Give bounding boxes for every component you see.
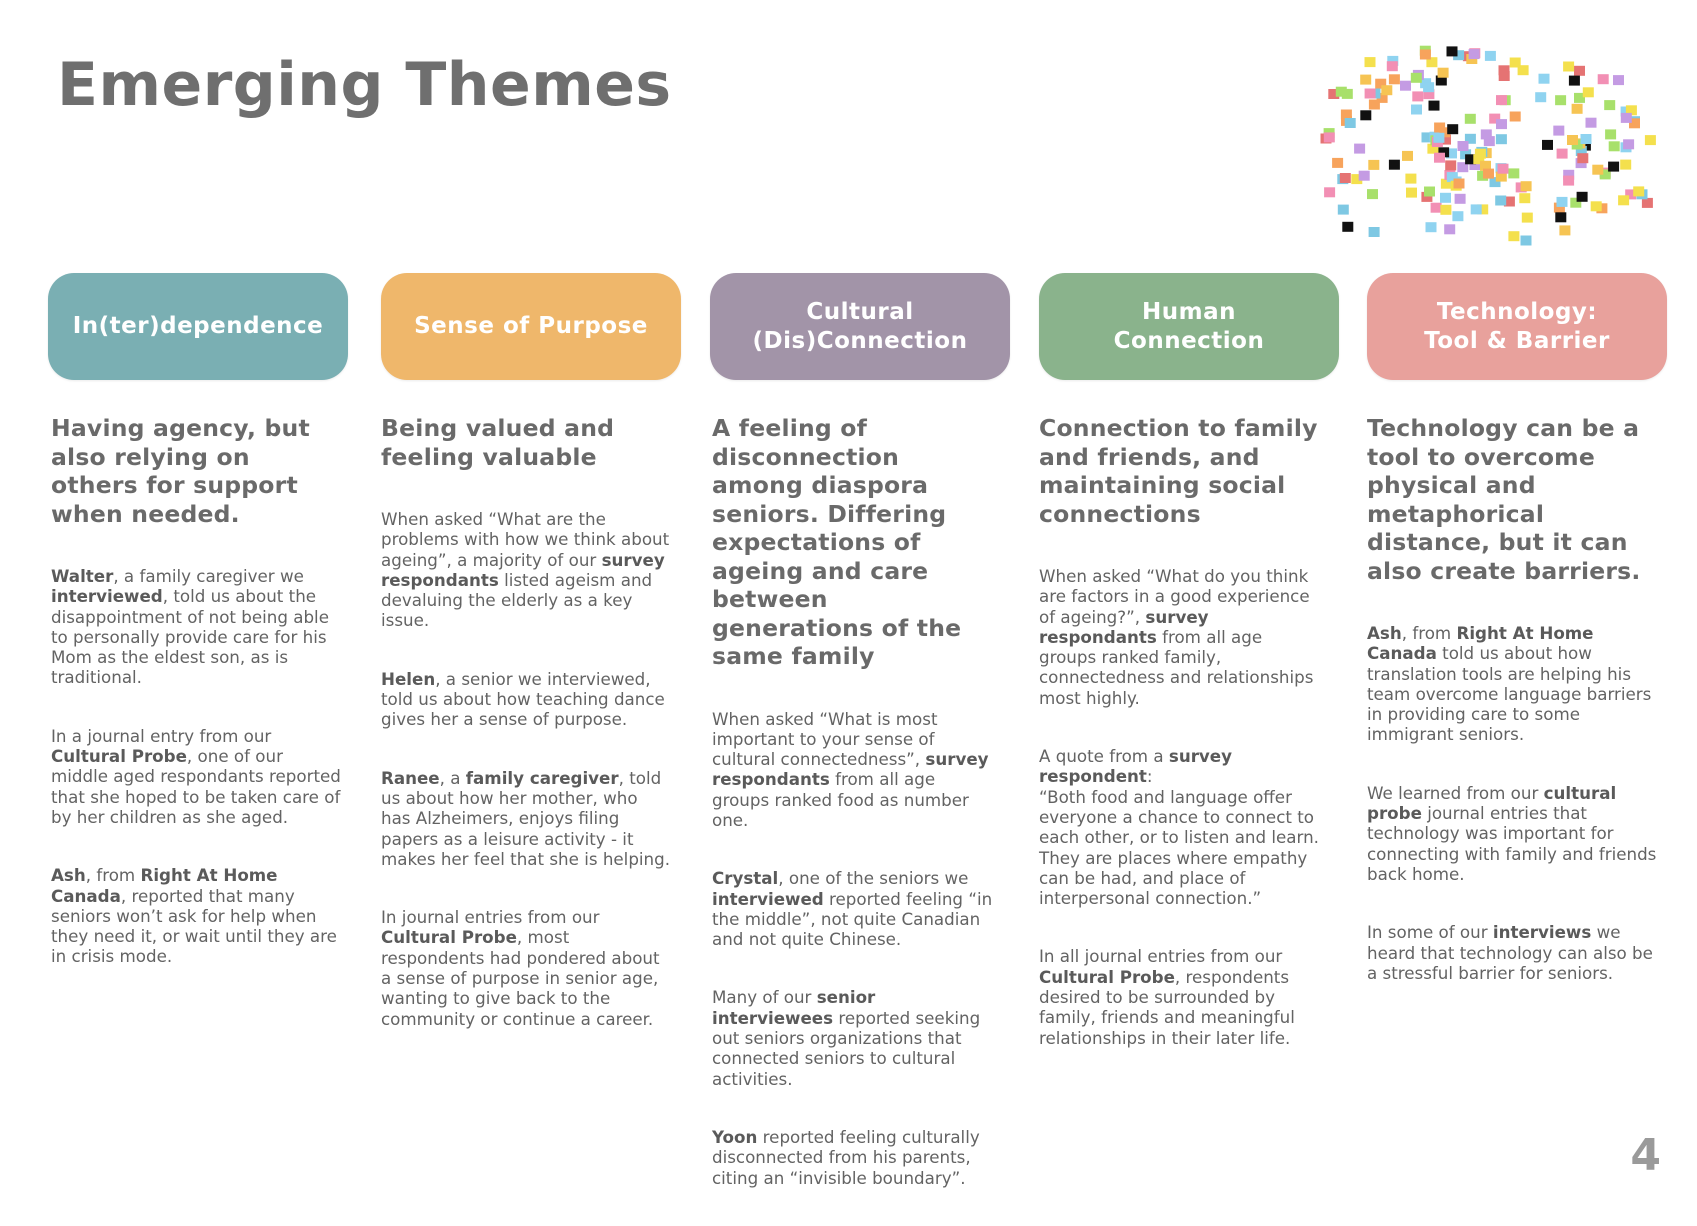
theme-paragraph [381, 509, 671, 631]
sticky-note [1618, 195, 1629, 205]
page-title: Emerging Themes [57, 50, 672, 120]
text-run: , most respondents had pondered about a sense of purpose in senior age, wanting to give back to the community or continue a career. [381, 927, 660, 1029]
theme-heading: A feeling of disconnection among diaspora seniors. Differing expectations of ageing and care between generations of the same family [712, 414, 962, 670]
theme-box-technology [1367, 273, 1667, 380]
sticky-note [1645, 135, 1656, 145]
sticky-note [1400, 81, 1411, 91]
theme-paragraph [1039, 566, 1319, 708]
theme-heading: Being valued and feeling valuable [381, 414, 615, 471]
bold-text: interviews [1492, 922, 1592, 943]
sticky-note [1429, 101, 1440, 111]
bold-text: survey respondants [1039, 606, 1209, 647]
sticky-note [1581, 134, 1592, 144]
theme-label: Technology: Tool & Barrier [1424, 298, 1610, 354]
sticky-note [1577, 192, 1588, 202]
text-run: we heard that technology can also be a stressful barrier for seniors. [1367, 922, 1653, 983]
sticky-note [1406, 188, 1417, 198]
text-run: In journal entries from our [381, 907, 600, 928]
bold-text: Right At Home Canada [1367, 623, 1594, 664]
bold-text: survey respondants [712, 749, 989, 790]
theme-box-sense-of-purpose [381, 273, 681, 380]
sticky-note [1452, 211, 1463, 221]
text-run: , a senior we interviewed, told us about how teaching dance gives her a sense of purpose. [381, 668, 665, 730]
theme-box-human-connection [1039, 273, 1339, 380]
sticky-note [1368, 160, 1379, 170]
sticky-note [1609, 141, 1620, 151]
sticky-note [1613, 75, 1624, 85]
sticky-note [1411, 73, 1422, 83]
sticky-note [1508, 231, 1519, 241]
theme-label: Sense of Purpose [414, 313, 648, 339]
theme-paragraph [51, 726, 341, 827]
sticky-note [1539, 74, 1550, 84]
sticky-note [1563, 62, 1574, 72]
sticky-note [1557, 197, 1568, 207]
bold-text: family caregiver [465, 767, 619, 788]
sticky-note [1605, 129, 1616, 139]
bold-text: Helen [381, 668, 436, 689]
sticky-note [1535, 92, 1546, 102]
sticky-note [1519, 193, 1530, 203]
bold-text: survey respondants [381, 549, 665, 590]
column-interdependence [51, 414, 341, 1005]
text-run: reported seeking out seniors organizations that connected seniors to cultural activities. [712, 1007, 981, 1089]
text-run: Many of our [712, 987, 817, 1008]
sticky-note [1481, 129, 1492, 139]
sticky-note [1563, 176, 1574, 186]
text-run: told us about how translation tools are helping his team overcome language barriers in providing care to some immigrant seniors. [1367, 643, 1652, 745]
theme-paragraph [381, 669, 671, 730]
bold-text: Yoon [712, 1126, 758, 1147]
column-cultural-disconnection [712, 414, 997, 1226]
text-run: When asked “What is most important to your sense of cultural connectedness”, [712, 708, 938, 770]
theme-label: Cultural (Dis)Connection [752, 298, 968, 354]
sticky-note [1555, 95, 1566, 105]
sticky-note [1496, 95, 1507, 105]
sticky-note [1604, 100, 1615, 110]
sticky-note [1387, 61, 1398, 71]
sticky-note [1431, 203, 1442, 213]
sticky-note [1447, 124, 1458, 134]
bold-text: Crystal [712, 868, 779, 889]
sticky-note [1572, 104, 1583, 114]
sticky-note [1542, 140, 1553, 150]
sticky-note [1621, 113, 1632, 123]
sticky-note [1623, 139, 1634, 149]
text-run: : [1146, 766, 1153, 787]
bold-text: Cultural Probe [51, 746, 187, 767]
sticky-note [1402, 151, 1413, 161]
sticky-note [1324, 132, 1335, 142]
text-run: reported feeling “in the middle”, not quite Canadian and not quite Chinese. [712, 888, 993, 950]
sticky-note [1586, 118, 1597, 128]
sticky-note [1412, 91, 1423, 101]
theme-paragraph [712, 987, 997, 1088]
sticky-note [1434, 153, 1445, 163]
text-run: , told us about how her mother, who has Alzheimers, enjoys filing papers as a leisure activity - it makes her feel that she is helping. [381, 767, 671, 869]
sticky-note [1438, 68, 1449, 78]
theme-paragraph [51, 566, 341, 688]
sticky-note [1553, 126, 1564, 136]
sticky-note [1444, 224, 1455, 234]
column-sense-of-purpose [381, 414, 671, 1067]
text-run: , told us about the disappointment of not being able to personally provide care for his Mom as the eldest son, as is traditional. [51, 586, 329, 688]
sticky-note [1389, 74, 1400, 84]
theme-paragraph [1367, 922, 1657, 983]
theme-paragraph [1039, 746, 1319, 908]
sticky-note [1424, 187, 1435, 197]
sticky-note [1420, 50, 1431, 60]
text-run: We learned from our [1367, 782, 1544, 803]
theme-paragraph [1367, 623, 1657, 745]
sticky-note [1567, 135, 1578, 145]
text-run: , one of the seniors we [778, 868, 969, 889]
bold-text: cultural probe [1367, 782, 1617, 824]
column-human-connection [1039, 414, 1319, 1086]
theme-paragraph [712, 1127, 997, 1188]
sticky-note [1555, 212, 1566, 222]
sticky-note [1367, 189, 1378, 199]
sticky-note [1324, 187, 1335, 197]
text-run: , a family caregiver we [113, 566, 304, 586]
bold-text: Ash [1367, 623, 1402, 643]
sticky-note [1365, 89, 1376, 99]
theme-heading: Technology can be a tool to overcome physical and metaphorical distance, but it can also create barriers. [1367, 414, 1641, 585]
sticky-note [1496, 119, 1507, 129]
sticky-note [1510, 58, 1521, 68]
sticky-note [1495, 196, 1506, 206]
theme-paragraph [381, 768, 671, 869]
theme-box-cultural-disconnection [710, 273, 1010, 380]
text-run: , respondents desired to be surrounded by family, friends and meaningful relationships in their later life. [1039, 966, 1295, 1048]
theme-label: Human Connection [1113, 298, 1265, 354]
bold-text: survey respondent [1039, 746, 1233, 787]
sticky-note [1608, 162, 1619, 172]
sticky-note [1455, 194, 1466, 204]
theme-paragraph [712, 709, 997, 831]
sticky-note [1499, 71, 1510, 81]
text-run: , reported that many seniors won’t ask for help when they need it, or wait until they are in crisis mode. [51, 885, 337, 967]
sticky-note [1445, 160, 1456, 170]
sticky-note [1433, 133, 1444, 143]
sticky-note [1440, 193, 1451, 203]
theme-heading: Having agency, but also relying on others for support when needed. [51, 414, 310, 528]
text-run: from all age groups ranked family, connectedness and relationships most highly. [1039, 626, 1314, 708]
theme-heading: Connection to family and friends, and maintaining social connections [1039, 414, 1318, 528]
sticky-note [1336, 87, 1347, 97]
sticky-note [1485, 51, 1496, 61]
bold-text: Ash [51, 865, 86, 886]
sticky-note [1471, 204, 1482, 214]
sticky-note [1559, 225, 1570, 235]
sticky-note [1342, 222, 1353, 232]
sticky-note [1592, 165, 1603, 175]
text-run: In all journal entries from our [1039, 946, 1283, 967]
sticky-note [1574, 66, 1585, 76]
sticky-note [1465, 114, 1476, 124]
sticky-note [1469, 49, 1480, 59]
bold-text: Right At Home Canada [51, 865, 278, 906]
sticky-note [1454, 179, 1465, 189]
theme-paragraph [51, 865, 341, 966]
text-run: , a [439, 767, 466, 788]
text-run: , one of our middle aged respondants reported that she hoped to be taken care of by her children as she aged. [51, 746, 341, 827]
sticky-note [1423, 82, 1434, 92]
text-run: “Both food and language offer everyone a chance to connect to each other, or to listen and learn. They are places where empathy can be had, and place of interpersonal connection.” [1039, 786, 1319, 909]
sticky-note [1508, 168, 1519, 178]
sticky-note [1405, 174, 1416, 184]
sticky-note [1642, 198, 1653, 208]
sticky-note [1365, 57, 1376, 67]
theme-paragraph [381, 907, 671, 1029]
bold-text: Ranee [381, 767, 440, 788]
sticky-note [1440, 205, 1451, 215]
bold-text: interviewed [712, 888, 824, 909]
sticky-note [1522, 213, 1533, 223]
sticky-note [1359, 171, 1370, 181]
sticky-note [1447, 46, 1458, 56]
text-run: , from [1401, 623, 1457, 643]
text-run: In some of our [1367, 922, 1493, 943]
column-technology [1367, 414, 1657, 1021]
sticky-note [1458, 141, 1469, 151]
bold-text: Cultural Probe [381, 927, 517, 948]
sticky-note [1426, 222, 1437, 232]
sticky-note [1345, 118, 1356, 128]
sticky-note [1591, 201, 1602, 211]
sticky-note [1475, 149, 1486, 159]
theme-paragraph [1039, 946, 1319, 1047]
sticky-note [1620, 160, 1631, 170]
sticky-note [1360, 75, 1371, 85]
sticky-note [1521, 236, 1532, 246]
sticky-note [1338, 205, 1349, 215]
theme-box-interdependence [48, 273, 348, 380]
page-number: 4 [1630, 1130, 1661, 1181]
theme-paragraph [712, 868, 997, 949]
sticky-note [1360, 110, 1371, 120]
sticky-note [1569, 76, 1580, 86]
bold-text: senior interviewees [712, 987, 876, 1028]
sticky-note [1498, 164, 1509, 174]
sticky-note [1389, 160, 1400, 170]
sticky-note [1510, 112, 1521, 122]
text-run: from all age groups ranked food as number one. [712, 769, 969, 830]
text-run: listed ageism and devaluing the elderly as a key issue. [381, 569, 653, 631]
sticky-note [1598, 74, 1609, 84]
text-run: , from [85, 865, 141, 886]
text-run: When asked “What do you think are factors in a good experience of ageing?”, [1039, 566, 1310, 627]
bold-text: Cultural Probe [1039, 966, 1175, 987]
text-run: In a journal entry from our [51, 725, 272, 746]
text-run: journal entries that technology was important for connecting with family and friends back home. [1367, 803, 1657, 884]
theme-label: In(ter)dependence [72, 313, 324, 339]
text-run: reported feeling culturally disconnected from his parents, citing an “invisible boundary”. [712, 1126, 980, 1188]
bold-text: Walter [51, 566, 114, 586]
sticky-note [1381, 85, 1392, 95]
sticky-note [1354, 144, 1365, 154]
sticky-note [1577, 153, 1588, 163]
sticky-note [1369, 227, 1380, 237]
sticky-note [1521, 181, 1532, 191]
sticky-note [1583, 87, 1594, 97]
sticky-note [1434, 123, 1445, 133]
sticky-note [1332, 158, 1343, 168]
affinity-board-image [1300, 34, 1660, 254]
text-run: When asked “What are the problems with how we think about ageing”, a majority of our [381, 509, 670, 570]
sticky-note [1557, 149, 1568, 159]
text-run: A quote from a [1039, 746, 1169, 767]
sticky-note [1483, 169, 1494, 179]
sticky-note [1411, 105, 1422, 115]
sticky-note [1340, 173, 1351, 183]
bold-text: interviewed [51, 586, 163, 607]
theme-paragraph [1367, 783, 1657, 884]
sticky-note [1633, 186, 1644, 196]
sticky-note [1496, 134, 1507, 144]
